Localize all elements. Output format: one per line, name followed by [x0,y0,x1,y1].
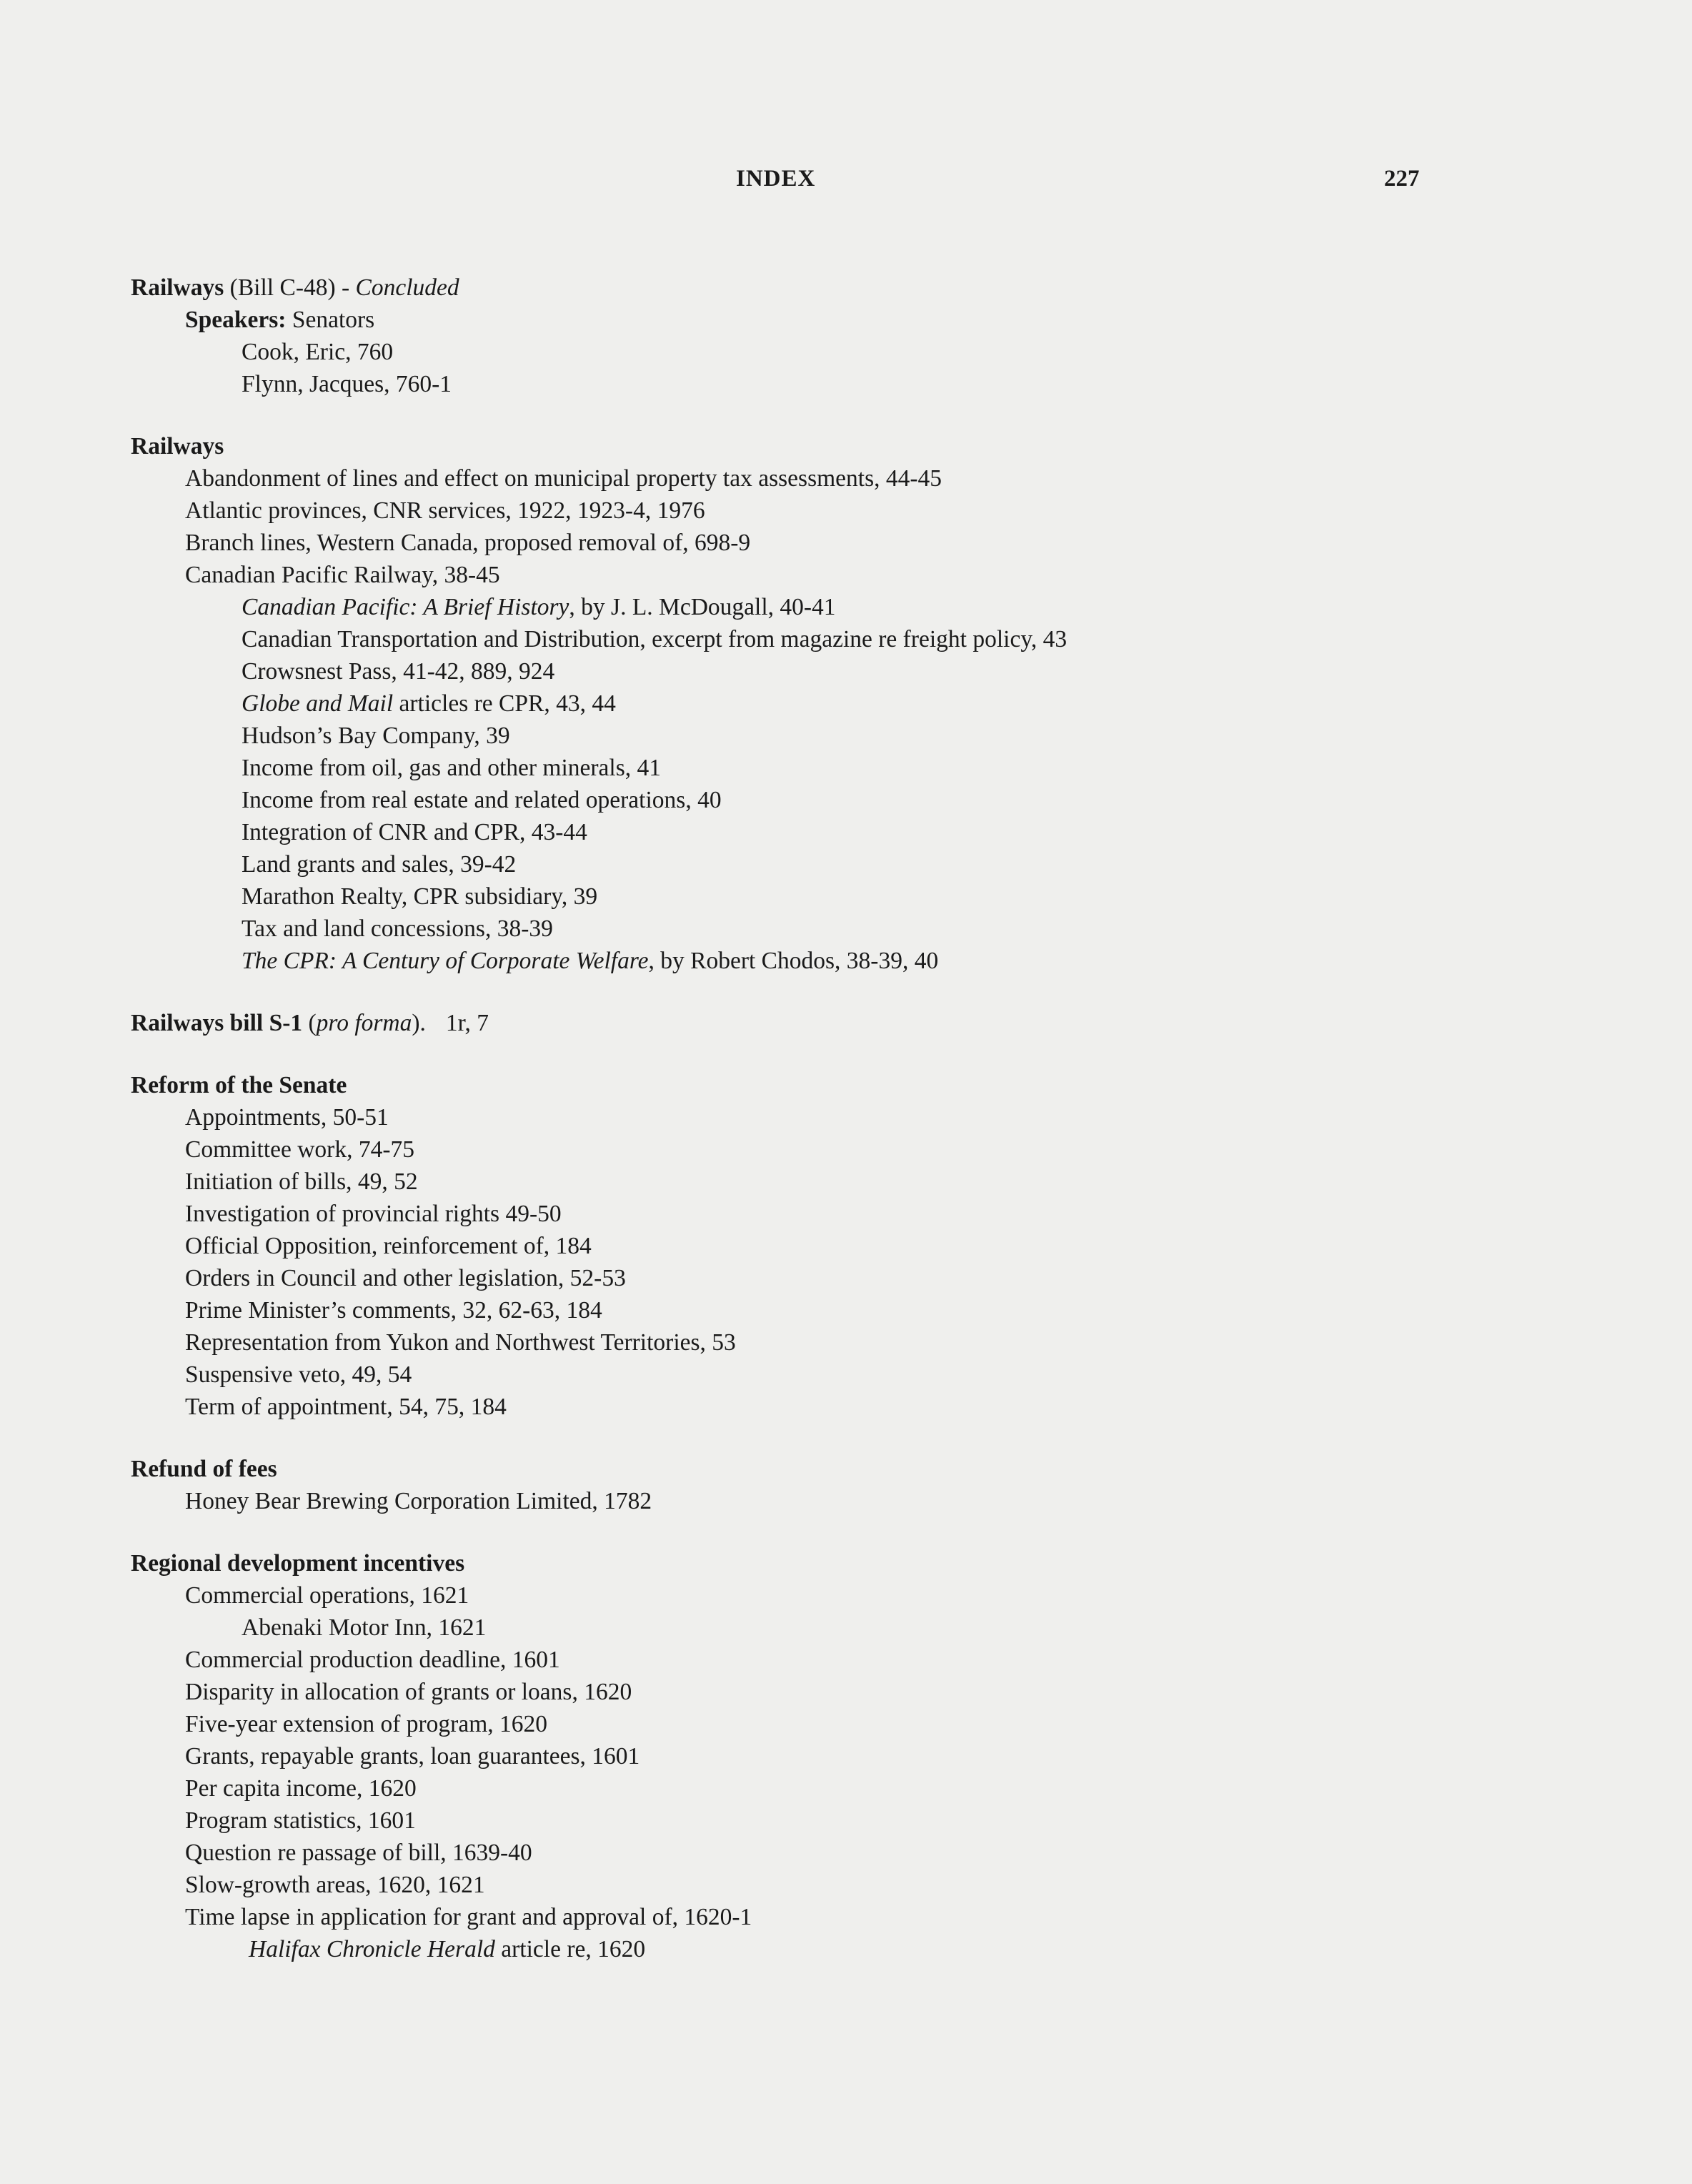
index-entry: Representation from Yukon and Northwest Territories, 53 [185,1329,736,1356]
page-title: INDEX [736,166,816,192]
heading-suffix: (Bill C-48) - [229,274,350,301]
index-subentry [131,688,1560,720]
section-heading [131,272,1560,304]
speakers-label: Speakers: [185,307,287,333]
index-entry: Prime Minister’s comments, 32, 62-63, 184 [185,1297,602,1324]
section-railways [131,430,1560,977]
index-entry: Five-year extension of program, 1620 [185,1711,548,1737]
paren-close: ). [412,1010,426,1036]
index-entry: Suspensive veto, 49, 54 [185,1361,412,1388]
index-subentry [131,1933,1560,1965]
speakers-line [131,304,1560,336]
index-entry: Branch lines, Western Canada, proposed removal of, 698-9 [185,530,751,556]
section-heading [131,1007,1560,1039]
newspaper-title: Halifax Chronicle Herald [249,1936,495,1962]
section-railways-bill-s1 [131,1007,1560,1039]
entry-rest: articles re CPR, 43, 44 [393,690,616,717]
index-entry: Slow-growth areas, 1620, 1621 [185,1872,485,1898]
section-heading: Refund of fees [131,1456,277,1482]
section-reform-senate [131,1069,1560,1423]
index-subentry: Tax and land concessions, 38-39 [242,915,553,942]
index-subentry: Abenaki Motor Inn, 1621 [242,1614,487,1641]
entry-rest: , by Robert Chodos, 38-39, 40 [648,948,939,974]
section-railways-c48 [131,272,1560,400]
entry-rest: , by J. L. McDougall, 40-41 [569,594,836,620]
reading-ref: 1r, 7 [445,1010,489,1036]
index-entry: Appointments, 50-51 [185,1104,389,1131]
speakers-rest: Senators [292,307,375,333]
index-entry: Flynn, Jacques, 760-1 [242,371,452,397]
index-entry: Atlantic provinces, CNR services, 1922, 1923-4, 1976 [185,497,705,524]
index-entry: Program statistics, 1601 [185,1807,416,1834]
index-subentry: Hudson’s Bay Company, 39 [242,723,510,749]
index-entry: Grants, repayable grants, loan guarantees, 1601 [185,1743,640,1769]
section-regional-development [131,1547,1560,1965]
page-header [0,166,1692,202]
entry-rest: article re, 1620 [494,1936,646,1962]
paren-open: ( [308,1010,317,1036]
index-entry: Question re passage of bill, 1639-40 [185,1840,532,1866]
index-entry: Disparity in allocation of grants or loans, 1620 [185,1679,632,1705]
index-entry: Honey Bear Brewing Corporation Limited, 1782 [185,1488,652,1514]
index-entry: Official Opposition, reinforcement of, 184 [185,1233,592,1259]
book-title: The CPR: A Century of Corporate Welfare [242,948,649,974]
index-entry: Initiation of bills, 49, 52 [185,1168,418,1195]
index-entry: Commercial production deadline, 1601 [185,1647,560,1673]
heading-text: Railways bill S-1 [131,1010,303,1036]
page-number: 227 [1384,166,1420,192]
index-entry: Per capita income, 1620 [185,1775,417,1802]
index-entry: Cook, Eric, 760 [242,339,394,365]
heading-suffix-italic: Concluded [355,274,459,301]
heading-text: Railways [131,274,224,301]
book-title: Canadian Pacific: A Brief History [242,594,569,620]
index-subentry [131,945,1560,977]
index-subentry: Canadian Transportation and Distribution, excerpt from magazine re freight policy, 43 [242,626,1068,652]
pro-forma: pro forma [316,1010,412,1036]
index-subentry [131,591,1560,623]
section-heading: Regional development incentives [131,1550,465,1577]
index-entry: Commercial operations, 1621 [185,1582,469,1609]
newspaper-title: Globe and Mail [242,690,394,717]
index-entry: Time lapse in application for grant and approval of, 1620-1 [185,1904,752,1930]
index-subentry: Land grants and sales, 39-42 [242,851,517,878]
section-refund-fees [131,1453,1560,1517]
index-entry: Investigation of provincial rights 49-50 [185,1201,562,1227]
index-subentry: Marathon Realty, CPR subsidiary, 39 [242,883,598,910]
index-subentry: Integration of CNR and CPR, 43-44 [242,819,587,845]
index-body [131,272,1560,1995]
index-subentry: Crowsnest Pass, 41-42, 889, 924 [242,658,555,685]
index-entry: Committee work, 74-75 [185,1136,414,1163]
index-entry: Term of appointment, 54, 75, 184 [185,1394,507,1420]
index-entry: Canadian Pacific Railway, 38-45 [185,562,500,588]
section-heading: Reform of the Senate [131,1072,347,1098]
index-subentry: Income from real estate and related operations, 40 [242,787,722,813]
index-entry: Abandonment of lines and effect on municipal property tax assessments, 44-45 [185,465,942,492]
section-heading: Railways [131,433,224,460]
index-subentry: Income from oil, gas and other minerals, 41 [242,755,662,781]
index-entry: Orders in Council and other legislation, 52-53 [185,1265,626,1291]
